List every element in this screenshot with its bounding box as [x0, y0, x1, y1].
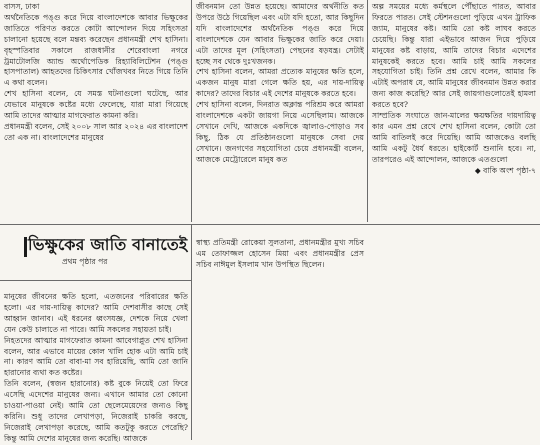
paragraph: নিহতদের আত্মার মাগফেরাত কামনা আবেগাপ্লুত শেখ হাসিনা বলেন, আর এভাবে মায়ের কোল খালি হোক এটা আমি চাই না। কারণ আমি তো বাবা-মা সব হারিয়েছি, আমি তো জানি হারানোর ব্যথা কত কষ্টের।	[4, 335, 188, 378]
paragraph: শেখ হাসিনা বলেন, আমরা প্রত্যেক মানুষের ক্ষতি হলে, একজন মানুষ মারা গেলে ক্ষতি হয়, এর দায়-দায়িত্ব কাদের? তাদের বিচার এই দেশের মানুষকে করতে হবে।	[196, 67, 364, 99]
paragraph: অল্প সময়ের মধ্যে কর্মস্থলে পৌঁছাতে পারত, আবার ফিরতে পারত। সেই স্টেশনগুলো পুড়িয়ে এখন ট্রাফিক জ্যাম, মানুষের কষ্ট। আমি তো কষ্ট লাঘব করতে চেয়েছি। কিন্তু যারা এইভাবে আজন দিয়ে পুড়িয়ে মানুষের কষ্ট বাড়ায়, আমি তাদের বিচার এদেশের মানুষকেই করতে হবে। আমি চাই আমি সকলের সহযোগিতা চাই। তিনি প্রশ্ন রেখে বলেন, আমার কি এটাই অপরাধ যে, আমি মানুষের জীবনমান উন্নত করার জন্য কাজ করেছি? আর সেই জায়গাগুলোতেই হামলা করতে হবে?	[372, 2, 536, 110]
article-column-1b	[4, 292, 188, 445]
paragraph: মানুষের জীবনের ক্ষতি হলো, এতজনের পরিবারের ক্ষতি হলো। এর দায়-দায়িত্ব কাদের? আমি দেশবাসীর কাছে সেই আহ্বান জানাব। এই ধরনের ধ্বংসযজ্ঞ, দেশকে নিয়ে খেলা যেন কেউ চালাতে না পারে। আমি সকলের সহায়তা চাই।	[4, 292, 188, 334]
headline-subtitle: প্রথম পৃষ্ঠার পর	[62, 257, 108, 266]
column-divider	[367, 0, 368, 222]
section-divider	[191, 224, 540, 225]
article-column-2b	[196, 238, 364, 271]
article-column-2	[196, 2, 364, 166]
column-divider	[191, 0, 192, 222]
article-column-1	[4, 2, 188, 144]
section-divider	[0, 224, 191, 225]
paragraph: শেখ হাসিনা বলেন, যে সমস্ত ঘটনাগুলো ঘটেছে, আর যেভাবে মানুষকে কষ্টের মধ্যে ফেলেছে, যারা মারা গিয়েছে আমি তাদের আত্মার মাগফেরাত কামনা করি।	[4, 89, 188, 121]
paragraph: শেখ হাসিনা বলেন, দিনরাত অক্লান্ত পরিশ্রম করে আমরা বাংলাদেশকে একটা জায়গা নিয়ে এসেছিলাম। আজকে সেখানে দেখি, আজকে একদিকে জ্বালাও-পোড়াও সব কিছু, ঠিক যে প্রতিষ্ঠানগুলো মানুষকে সেবা দেয় সেখানে। জনগণের সহযোগিতা চেয়ে প্রধানমন্ত্রী বলেন, আজকে মেট্রোরেলে মানুষ কত	[196, 100, 364, 164]
paragraph: স্বাস্থ্য প্রতিমন্ত্রী রোকেয়া সুলতানা, প্রধানমন্ত্রীর মুখ্য সচিব এম তোফাজ্জল হোসেন মিয়া এবং প্রধানমন্ত্রীর প্রেস সচিব নাঈমুল ইসলাম খান উপস্থিত ছিলেন।	[196, 238, 364, 269]
continuation-note: ◆ বাকি অংশ পৃষ্ঠা-৭	[474, 165, 536, 175]
headline-underline	[0, 280, 191, 281]
paragraph: প্রধানমন্ত্রী বলেন, সেই ২০০৮ সাল আর ২০২৪ এর বাংলাদেশ তো এক না। বাংলাদেশের মানুষের	[4, 121, 188, 142]
column-divider	[191, 225, 192, 440]
paragraph: তিনি বলেন, (স্বজন হারানোর) কষ্ট বুকে নিয়েই তো ফিরে এসেছি এদেশের মানুষের জন্য। এখানে আমার তো কোনো চাওয়া-পাওয়া নেই। আমি তো ছেলেমেয়েদের জন্যও কিছু করিনি। শুধু তাদের লেখাপড়া, নিজেরাই চাকরি করছে, নিজেরাই লেখাপড়া করেছে, আমি কতটুকু করতে পেরেছি? কিন্তু আমি দেশের মানুষের জন্য করেছি। আজকে	[4, 379, 188, 443]
headline-bar	[24, 237, 27, 257]
diamond-icon: ◆	[474, 165, 484, 175]
paragraph: জীবনমান তো উন্নত হয়েছে। আমাদের অর্থনীতি কত উপরে উঠে গিয়েছিল এবং এটা যদি হতো, আর কিছুদিন যদি বাংলাদেশের অর্থনৈতিক পঙ্গু করে দিয়ে বাংলাদেশকে যেন আবার ভিক্ষুকের জাতি করে দেয়া। এটা তাদের মূল (সহিংসতা) পেছনের ষড়যন্ত্র। সেটাই হচ্ছে সব থেকে দুঃখজনক।	[196, 2, 364, 66]
dateline: বাসস, ঢাকা	[4, 2, 40, 11]
headline-title: ভিক্ষুকের জাতি বানাতেই	[28, 235, 188, 254]
paragraph: অর্থনৈতিকে পঙ্গু করে দিয়ে বাংলাদেশকে আবার ভিক্ষুকের জাতিতে পরিণত করতে কোটা আন্দোলন দিয়ে সহিংসতা চালানো হয়েছে বলে মন্তব্য করেছেন প্রধানমন্ত্রী শেখ হাসিনা। বৃহস্পতিবার সকালে রাজধানীর শেরেবাংলা নগরে ট্রমাটোলজি অ্যান্ড অর্থোপেডিক রিহ্যাবিলিটেশন (পঙ্গু হাসপাতাল) আহতদের চিকিৎসার খোঁজখবর নিতে গিয়ে তিনি এ কথা বলেন।	[4, 12, 188, 88]
paragraph: সাম্প্রতিক সংঘাতে জান-মালের ক্ষয়ক্ষতির দায়দায়িত্ব কার এমন প্রশ্ন রেখে শেখ হাসিনা বলেন, কোটা তো আমি বাতিলই করে দিয়েছি। আমি আজকেও বলছি আমি একটু ধৈর্য ধরতে। হাইকোর্ট শুনানি হবে। না, তারপরেও এই আন্দোলন, আজকে এতগুলো	[372, 111, 536, 164]
article-column-3	[372, 2, 536, 177]
